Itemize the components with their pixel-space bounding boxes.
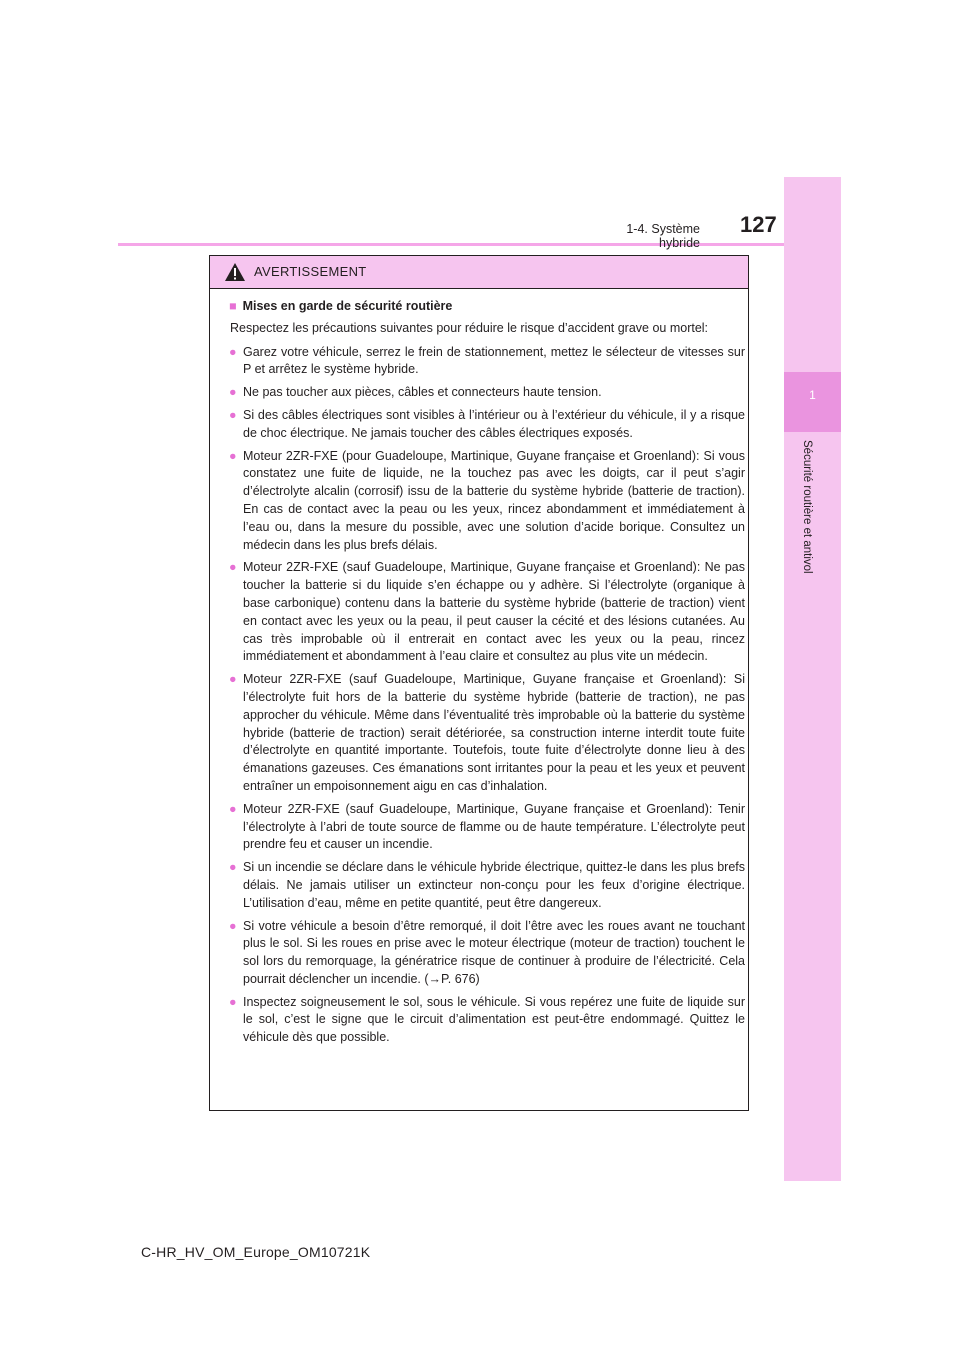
list-item bbox=[229, 344, 745, 380]
list-item bbox=[229, 559, 745, 666]
bullet-dot-icon: ● bbox=[229, 385, 237, 400]
intro-text: Respectez les précautions suivantes pour réduire le risque d’accident grave ou mortel: bbox=[230, 320, 709, 335]
list-item bbox=[229, 407, 745, 443]
header-rule bbox=[118, 243, 841, 246]
square-bullet-icon: ■ bbox=[229, 299, 237, 313]
list-item-text: Si votre véhicule a besoin d’être remorqué, il doit l’être avec les roues avant ne touchant plus le sol. Si les roues en prise avec le moteur électrique (moteur de traction) touchent le sol lors du remorquage, la génératrice risque de continuer à produire de l’électricité. Cela pourrait déclencher un incendie. (→P. 676) bbox=[243, 918, 745, 986]
section-title: 1-4. Système hybride bbox=[626, 222, 700, 250]
bullet-dot-icon: ● bbox=[229, 860, 237, 875]
bullet-dot-icon: ● bbox=[229, 560, 237, 575]
chapter-number: 1 bbox=[809, 388, 816, 402]
bullet-dot-icon: ● bbox=[229, 344, 237, 359]
warning-content bbox=[229, 298, 745, 1052]
list-item bbox=[229, 448, 745, 555]
list-item bbox=[229, 671, 745, 796]
warning-triangle-icon bbox=[224, 262, 246, 282]
chapter-title: Sécurité routière et antivol bbox=[801, 440, 813, 574]
list-item-text: Moteur 2ZR-FXE (sauf Guadeloupe, Martinique, Guyane française et Groenland): Tenir l’électrolyte à l’abri de toute source de flamme ou de haute température. L’électrolyte peut prendre feu et causer un incendie. bbox=[243, 801, 745, 852]
bullet-dot-icon: ● bbox=[229, 448, 237, 463]
bullet-dot-icon: ● bbox=[229, 407, 237, 422]
list-item-text: Inspectez soigneusement le sol, sous le véhicule. Si vous repérez une fuite de liquide sur le sol, c’est le signe que le circuit d’alimentation est peut-être endommagé. Quittez le véhicule dès que possible. bbox=[243, 994, 745, 1045]
subsection-title: Mises en garde de sécurité routière bbox=[242, 299, 453, 313]
bullet-dot-icon: ● bbox=[229, 801, 237, 816]
warning-box bbox=[209, 255, 749, 1111]
bullet-list bbox=[229, 344, 745, 1047]
list-item-text: Garez votre véhicule, serrez le frein de stationnement, mettez le sélecteur de vitesses sur P et arrêtez le système hybride. bbox=[243, 344, 745, 377]
chapter-tab[interactable] bbox=[784, 372, 841, 432]
warning-header bbox=[210, 256, 748, 289]
warning-title: AVERTISSEMENT bbox=[254, 264, 367, 279]
list-item-text: Moteur 2ZR-FXE (pour Guadeloupe, Martinique, Guyane française et Groenland): Si vous constatez une fuite de liquide, ne la touchez pas avec les doigts, car il peut s’agir d’électrolyte alcalin (corrosif) issu de la batterie du système hybride (batterie de traction). En cas de contact avec la peau ou les yeux, rincez abondamment et immédiatement à l’eau ou, dans la mesure du possible, avec une solution d’acide borique. Consultez un médecin dans les plus brefs délais. bbox=[243, 448, 745, 552]
bullet-dot-icon: ● bbox=[229, 918, 237, 933]
list-item-text: Moteur 2ZR-FXE (sauf Guadeloupe, Martinique, Guyane française et Groenland): Si l’électrolyte fuit hors de la batterie du système hybride (batterie de traction), ne pas approcher du véhicule. Même dans l’éventualité très improbable où la batterie du système hybride (batterie de traction) serait détériorée, sa construction interne interdit toute fuite d’électrolyte en quantité importante. Toutefois, toute fuite d’électrolyte donne lieu à des émanations gazeuses. Ces émanations sont irritantes pour la peau et les yeux et peuvent entraîner un empoisonnement aigu en cas d’inhalation. bbox=[243, 672, 745, 793]
list-item bbox=[229, 994, 745, 1047]
bullet-dot-icon: ● bbox=[229, 672, 237, 687]
document-code: C-HR_HV_OM_Europe_OM10721K bbox=[141, 1244, 371, 1260]
list-item bbox=[229, 801, 745, 854]
bullet-dot-icon: ● bbox=[229, 994, 237, 1009]
list-item bbox=[229, 384, 745, 402]
list-item-text: Si des câbles électriques sont visibles à l’intérieur ou à l’extérieur du véhicule, il y a risque de choc électrique. Ne jamais toucher des câbles électriques exposés. bbox=[243, 407, 745, 440]
list-item bbox=[229, 859, 745, 912]
list-item-text: Si un incendie se déclare dans le véhicule hybride électrique, quittez-le dans les plus brefs délais. Ne jamais utiliser un extincteur non-conçu pour les feux d’origine électrique. L’utilisation d’eau, même en petite quantité, peut être dangereux. bbox=[243, 860, 745, 910]
page-number: 127 bbox=[740, 212, 777, 237]
side-tab bbox=[784, 177, 841, 1181]
list-item-text: Moteur 2ZR-FXE (sauf Guadeloupe, Martinique, Guyane française et Groenland): Ne pas toucher la batterie si du liquide s’en échappe ou y adhère. Si l’électrolyte (organique à base carbonique) contenu dans la batterie du système hybride (batterie de traction) vient en contact avec les yeux ou la peau, il peut causer la cécité et des lésions cutanées. Au cas très improbable où il entrerait en contact avec les yeux ou la peau, rincez immédiatement et abondamment à l’eau claire et consultez au plus vite un médecin. bbox=[243, 560, 745, 664]
subsection-heading bbox=[229, 298, 745, 316]
list-item bbox=[229, 918, 745, 989]
list-item-text: Ne pas toucher aux pièces, câbles et connecteurs haute tension. bbox=[243, 385, 602, 400]
